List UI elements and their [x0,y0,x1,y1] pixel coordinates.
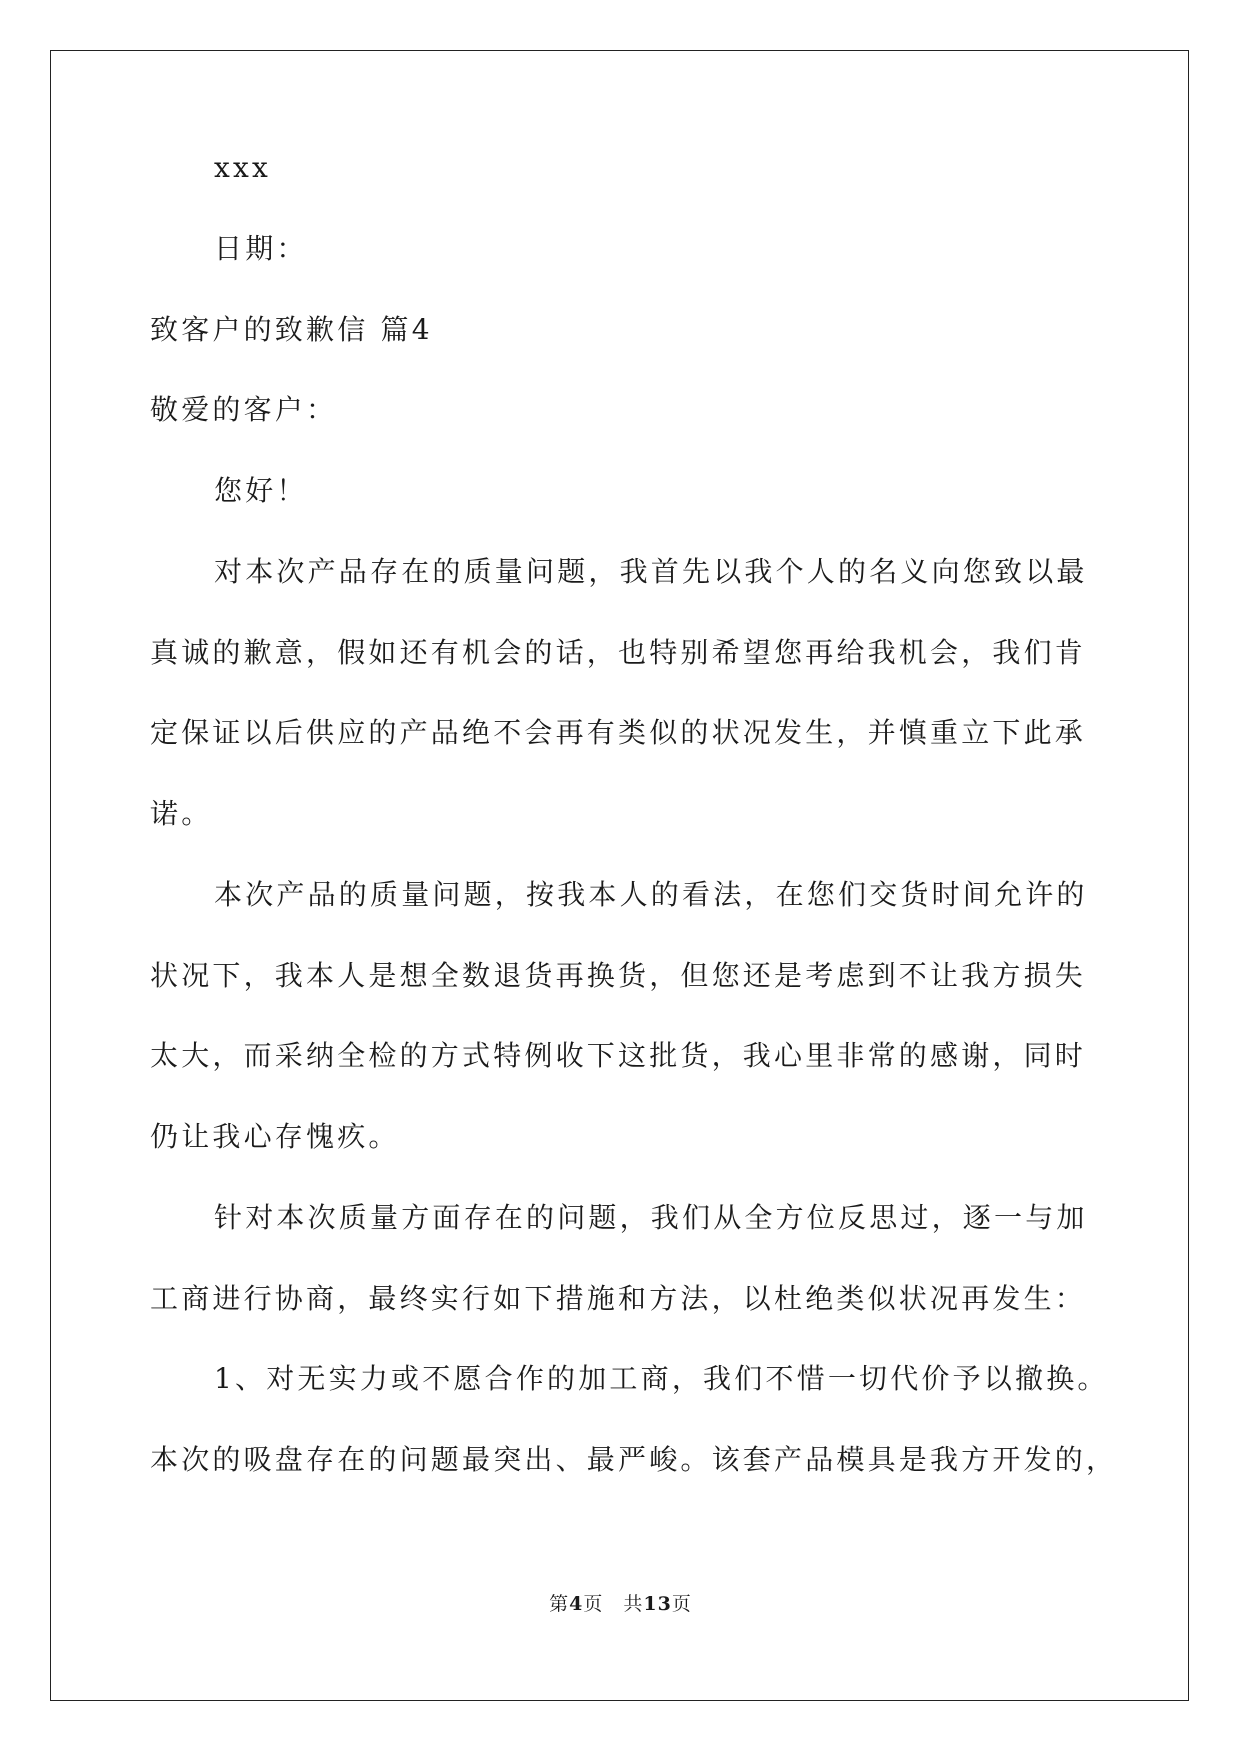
text-line: 对本次产品存在的质量问题，我首先以我个人的名义向您致以最 [214,555,1088,588]
footer-total-prefix: 共 [623,1593,644,1615]
text-line: 定保证以后供应的产品绝不会再有类似的状况发生，并慎重立下此承 [150,716,1087,749]
text-line: 诺。 [150,797,213,830]
footer-page-current: 4 [569,1593,584,1615]
text-line: 仍让我心存愧疚。 [150,1120,400,1153]
text-line: 本次产品的质量问题，按我本人的看法，在您们交货时间允许的 [214,878,1088,911]
text-line: 致客户的致歉信 篇4 [150,313,433,346]
text-line: 敬爱的客户： [150,393,338,426]
footer-page-prefix: 第 [549,1593,570,1615]
text-line: 太大，而采纳全检的方式特例收下这批货，我心里非常的感谢，同时 [150,1039,1087,1072]
footer-total-suffix: 页 [671,1593,692,1615]
text-line: 真诚的歉意，假如还有机会的话，也特别希望您再给我机会，我们肯 [150,636,1087,669]
text-line: 针对本次质量方面存在的问题，我们从全方位反思过，逐一与加 [214,1201,1088,1234]
page-footer [0,1592,1241,1616]
text-line: 状况下，我本人是想全数退货再换货，但您还是考虑到不让我方损失 [150,959,1087,992]
text-line: 您好！ [214,474,308,507]
text-line: xxx [214,151,271,184]
text-line: 1、对无实力或不愿合作的加工商，我们不惜一切代价予以撤换。 [214,1362,1109,1395]
footer-page-suffix: 页 [583,1593,604,1615]
text-line: 日期： [214,232,308,265]
text-line: 工商进行协商，最终实行如下措施和方法，以杜绝类似状况再发生： [150,1282,1087,1315]
footer-page-total: 13 [643,1593,672,1615]
text-line: 本次的吸盘存在的问题最突出、最严峻。该套产品模具是我方开发的， [150,1443,1118,1476]
